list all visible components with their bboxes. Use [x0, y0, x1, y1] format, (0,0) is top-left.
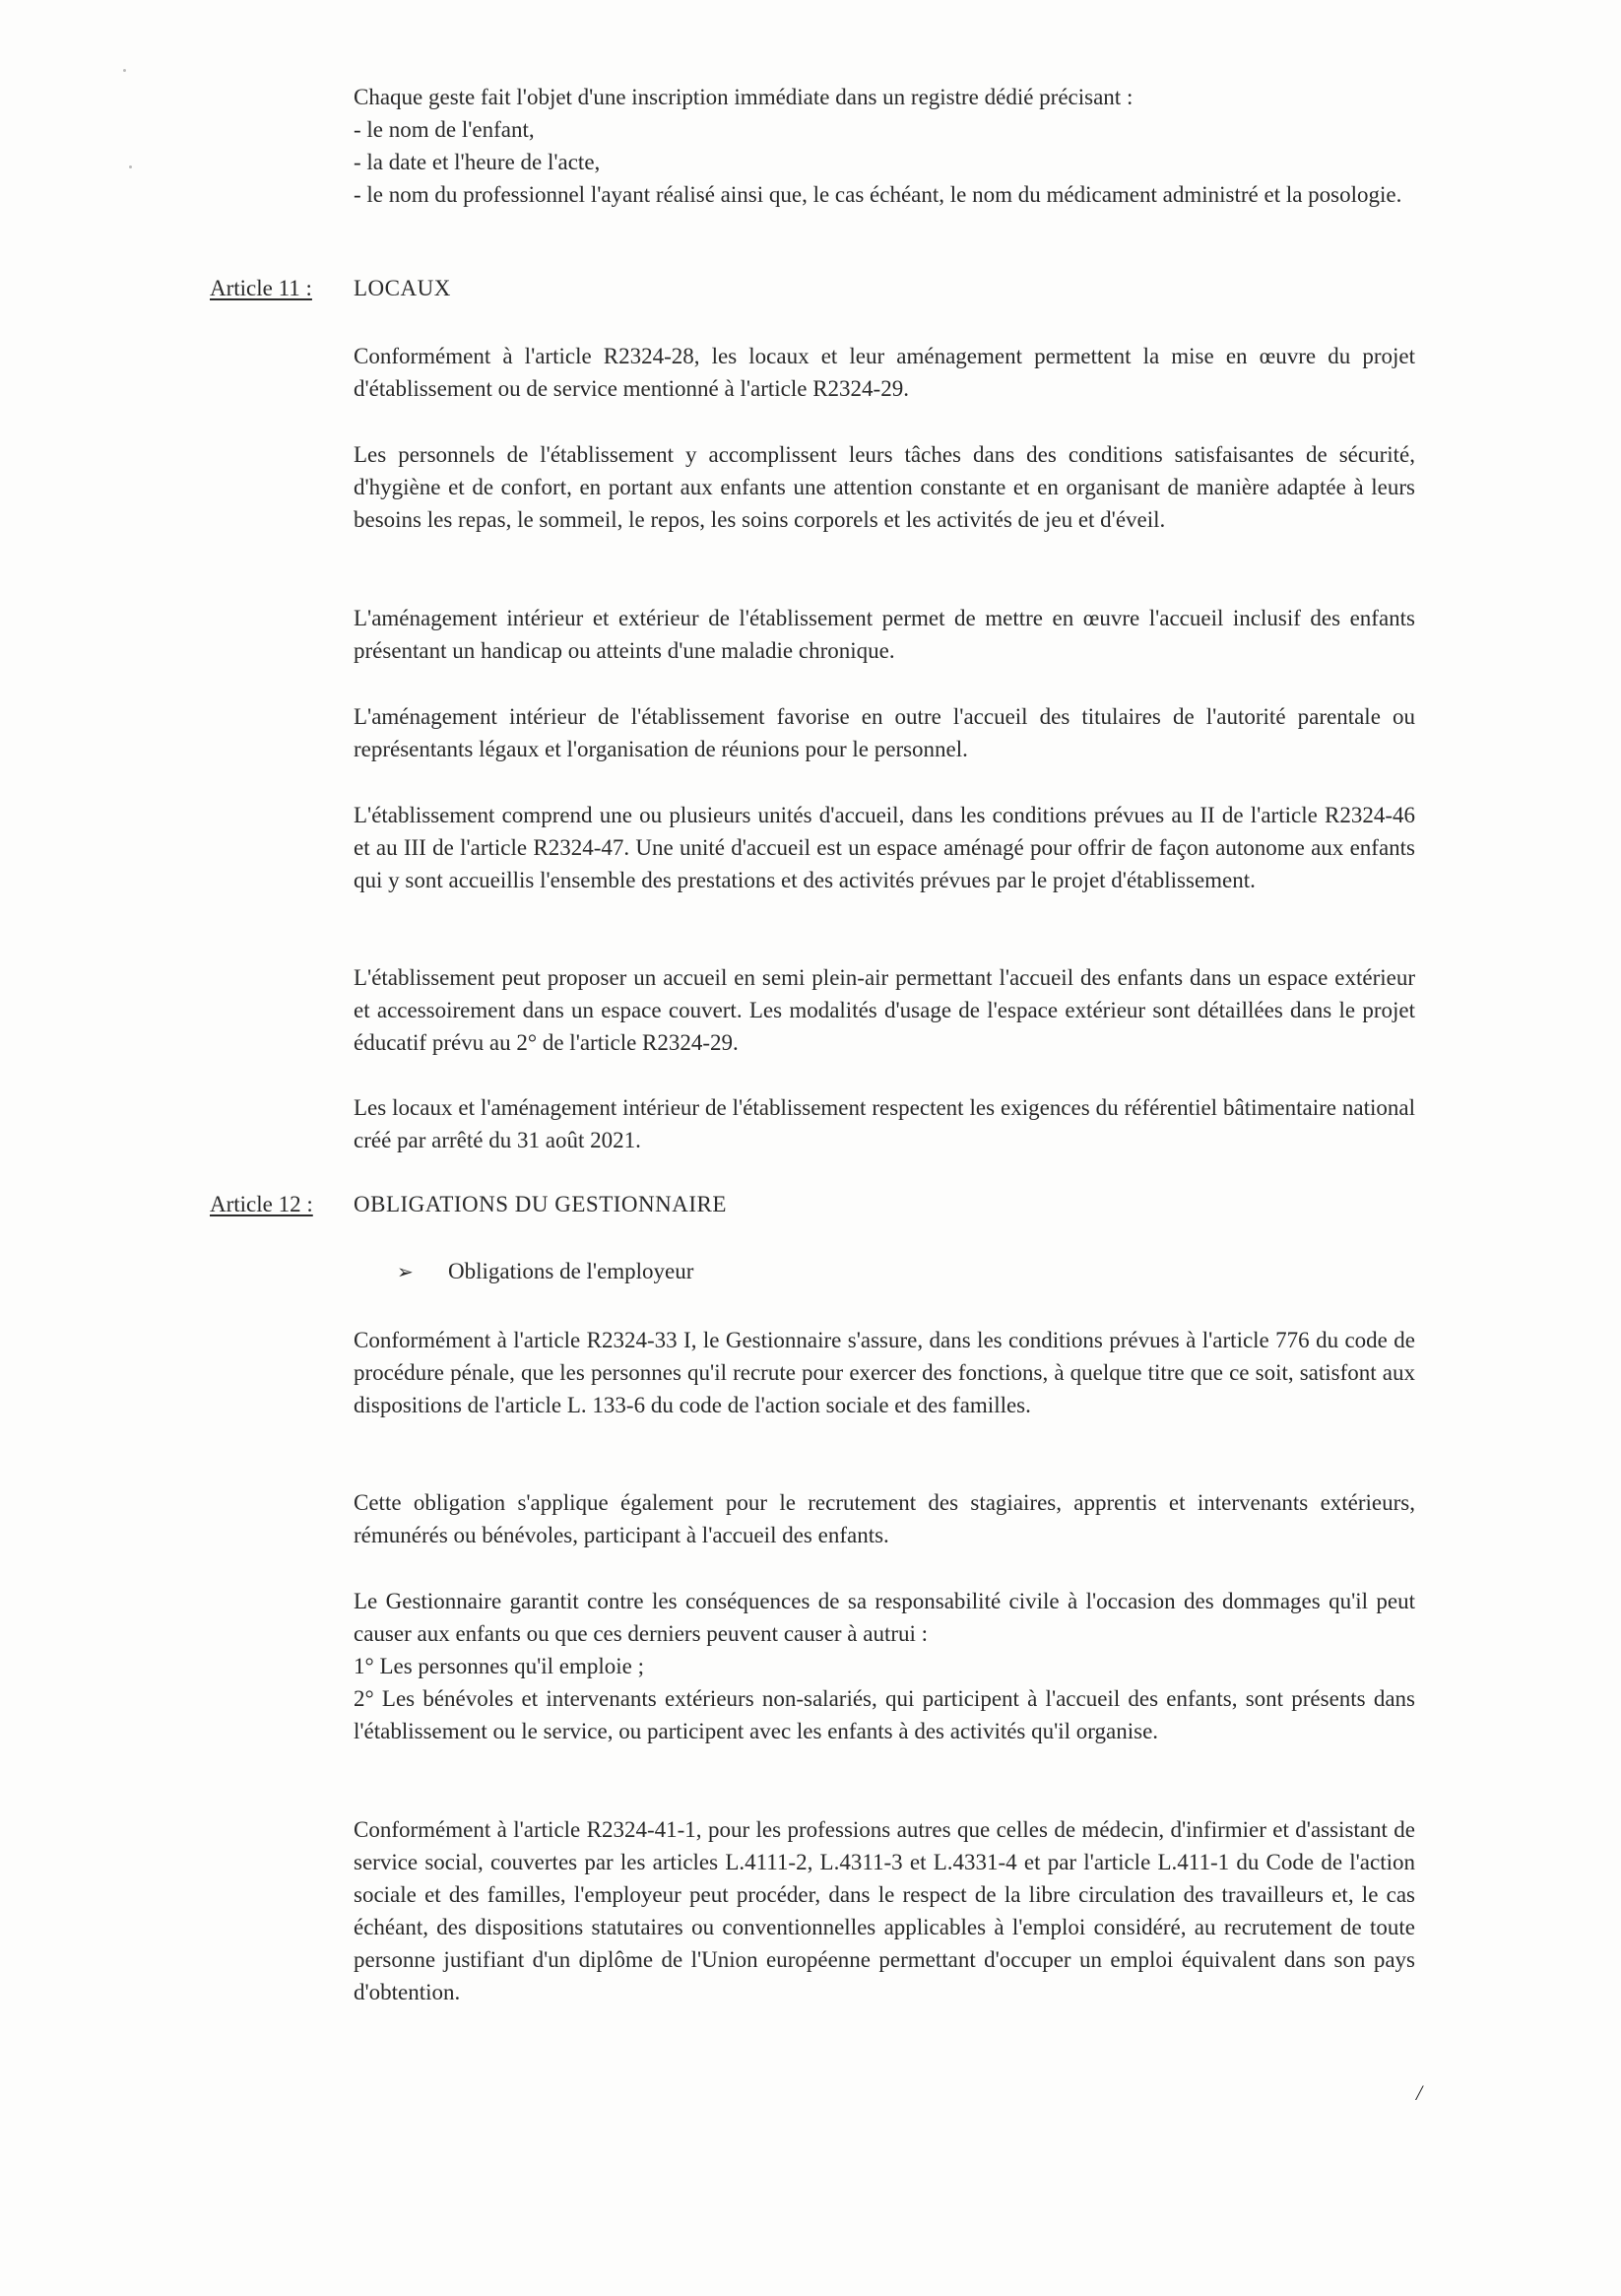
scan-speck [129, 165, 132, 168]
guarantee-item: 2° Les bénévoles et intervenants extérieurs non-salariés, qui participent à l'accueil des enfants, sont présents dans l'établissement ou le service, ou participent avec les enfants à des activités qu'il organise. [354, 1686, 1415, 1743]
intro-line: - la date et l'heure de l'acte, [354, 150, 601, 174]
paragraph: L'établissement peut proposer un accueil en semi plein-air permettant l'accueil des enfants dans un espace extérieur et accessoirement dans un espace couvert. Les modalités d'usage de l'espace extérieur sont détaillées dans le projet éducatif prévu au 2° de l'article R2324-29. [354, 965, 1415, 1055]
paragraph: Conformément à l'article R2324-41-1, pour les professions autres que celles de médecin, d'infirmier et d'assistant de service social, couvertes par les articles L.4111-2, L.4311-3 et L.4331-4 et par l'article L.411-1 du Code de l'action sociale et des familles, l'employeur peut procéder, dans le respect de la libre circulation des travailleurs et, le cas échéant, des dispositions statutaires ou conventionnelles applicables à l'emploi considéré, au recrutement de toute personne justifiant d'un diplôme de l'Union européenne permettant d'occuper un emploi équivalent dans son pays d'obtention. [354, 1817, 1415, 2004]
intro-line: - le nom de l'enfant, [354, 117, 535, 142]
article-11-p7 [354, 1091, 1415, 1156]
article-12-guarantee [354, 1585, 1415, 1747]
article-11-p4 [354, 700, 1415, 765]
article-11-p3 [354, 602, 1415, 667]
paragraph: L'aménagement intérieur de l'établissement favorise en outre l'accueil des titulaires de l'autorité parentale ou représentants légaux et l'organisation de réunions pour le personnel. [354, 704, 1415, 761]
article-12-final [354, 1813, 1415, 2008]
guarantee-intro: Le Gestionnaire garantit contre les conséquences de sa responsabilité civile à l'occasion des dommages qu'il peut causer aux enfants ou que ces derniers peuvent causer à autrui : [354, 1589, 1415, 1646]
paragraph: Conformément à l'article R2324-33 I, le Gestionnaire s'assure, dans les conditions prévues à l'article 776 du code de procédure pénale, que les personnes qu'il recrute pour exercer des fonctions, à quelque titre que ce soit, satisfont aux dispositions de l'article L. 133-6 du code de l'action sociale et des familles. [354, 1328, 1415, 1417]
subheading-employer [397, 1255, 693, 1288]
intro-line: Chaque geste fait l'objet d'une inscription immédiate dans un registre dédié précisant : [354, 85, 1134, 109]
article-11-p2 [354, 438, 1415, 536]
paragraph: Les personnels de l'établissement y accomplissent leurs tâches dans des conditions satisfaisantes de sécurité, d'hygiène et de confort, en portant aux enfants une attention constante et en organisant de manière adaptée à leurs besoins les repas, le sommeil, le repos, les soins corporels et les activités de jeu et d'éveil. [354, 442, 1415, 532]
article-12-title: OBLIGATIONS DU GESTIONNAIRE [354, 1192, 727, 1216]
article-12-p1 [354, 1324, 1415, 1421]
paragraph: Cette obligation s'applique également pour le recrutement des stagiaires, apprentis et intervenants extérieurs, rémunérés ou bénévoles, participant à l'accueil des enfants. [354, 1490, 1415, 1547]
arrow-bullet-icon: ➢ [397, 1260, 414, 1283]
article-11-p5 [354, 799, 1415, 896]
intro-last-item: - le nom du professionnel l'ayant réalisé ainsi que, le cas échéant, le nom du médicament administré et la posologie. [354, 182, 1402, 207]
intro-block [354, 81, 1415, 211]
article-12-p2 [354, 1486, 1415, 1551]
subheading-label: Obligations de l'employeur [448, 1259, 694, 1283]
article-11-label: Article 11 : [210, 276, 312, 300]
guarantee-item: 1° Les personnes qu'il emploie ; [354, 1654, 645, 1678]
article-11-p6 [354, 961, 1415, 1059]
article-11-title: LOCAUX [354, 276, 451, 300]
article-12-label: Article 12 : [210, 1192, 313, 1216]
paragraph: Conformément à l'article R2324-28, les locaux et leur aménagement permettent la mise en œuvre du projet d'établissement ou de service mentionné à l'article R2324-29. [354, 344, 1415, 401]
paragraph: L'établissement comprend une ou plusieurs unités d'accueil, dans les conditions prévues au II de l'article R2324-46 et au III de l'article R2324-47. Une unité d'accueil est un espace aménagé pour offrir de façon autonome aux enfants qui y sont accueillis l'ensemble des prestations et des activités prévues par le projet d'établissement. [354, 803, 1415, 892]
article-11-p1 [354, 340, 1415, 405]
scan-speck [123, 69, 126, 72]
paragraph: Les locaux et l'aménagement intérieur de l'établissement respectent les exigences du référentiel bâtimentaire national créé par arrêté du 31 août 2021. [354, 1095, 1415, 1152]
page-mark: / [1416, 2080, 1423, 2105]
paragraph: L'aménagement intérieur et extérieur de l'établissement permet de mettre en œuvre l'accueil inclusif des enfants présentant un handicap ou atteints d'une maladie chronique. [354, 606, 1415, 663]
